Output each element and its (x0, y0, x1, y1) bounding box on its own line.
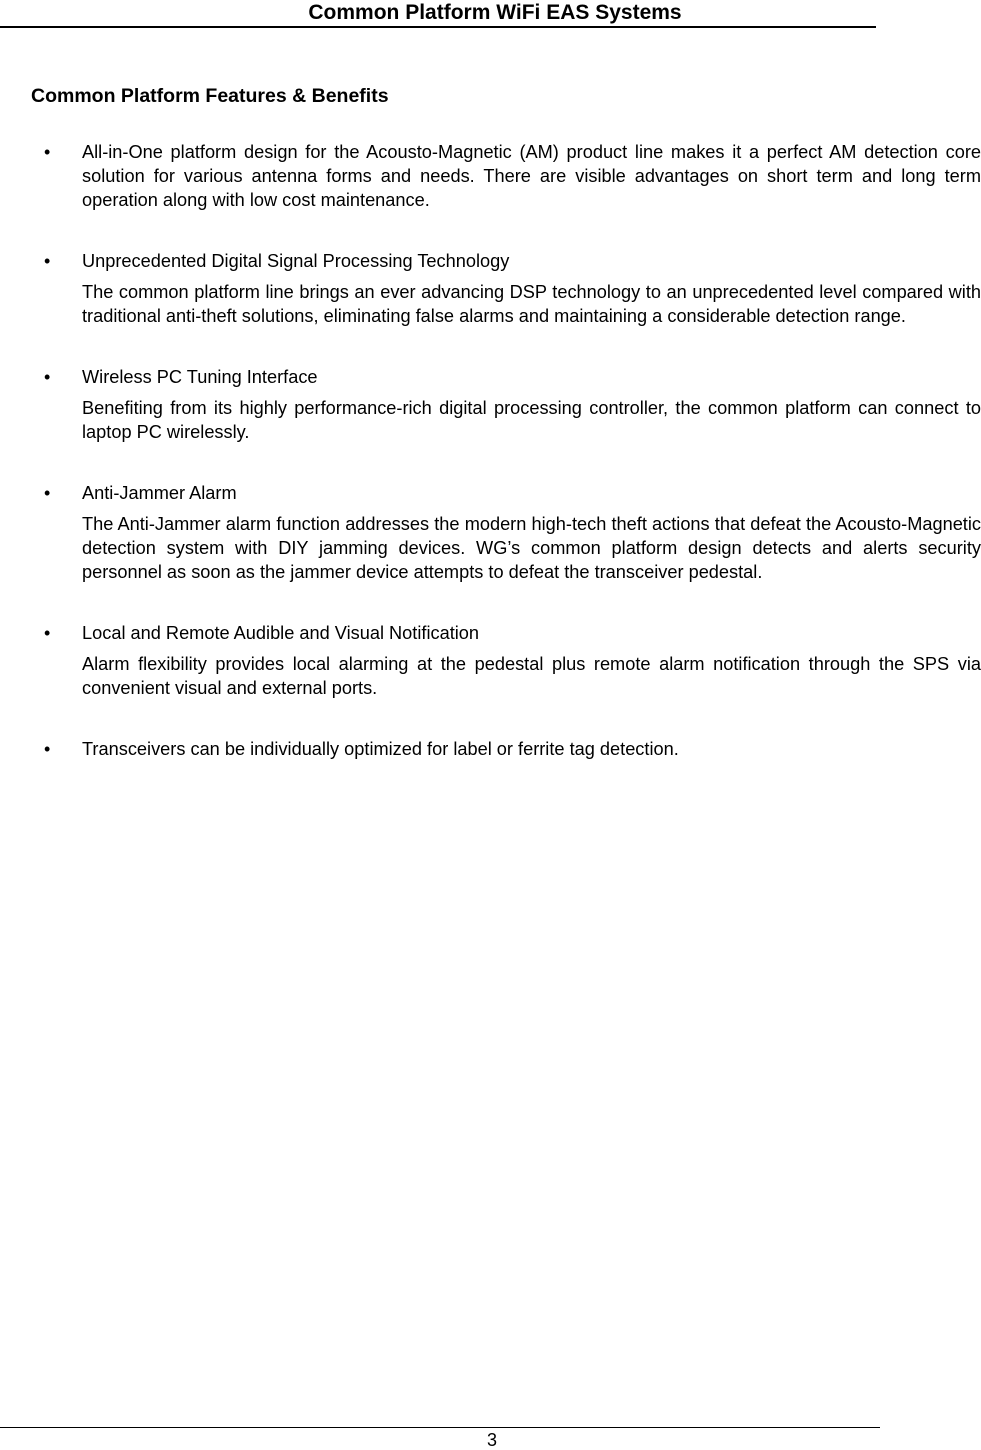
feature-item-all-in-one (0, 140, 981, 212)
feature-body: Alarm flexibility provides local alarming at the pedestal plus remote alarm notification through the SPS via convenient visual and external ports. (82, 654, 981, 698)
bullet-icon: • (44, 483, 51, 503)
feature-body: Benefiting from its highly performance-rich digital processing controller, the common platform can connect to laptop PC wirelessly. (82, 398, 981, 442)
feature-text: All-in-One platform design for the Acousto-Magnetic (AM) product line makes it a perfect AM detection core solution for various antenna forms and needs. There are visible advantages on short term and long term operation along with low cost maintenance. (82, 142, 981, 210)
page-number: 3 (487, 1430, 498, 1450)
header-divider (0, 26, 876, 28)
feature-item-notification (0, 621, 981, 700)
feature-item-transceivers (0, 737, 981, 761)
feature-title: Anti-Jammer Alarm (82, 483, 237, 503)
bullet-icon: • (44, 251, 51, 271)
bullet-icon: • (44, 623, 51, 643)
bullet-icon: • (44, 367, 51, 387)
feature-item-anti-jammer (0, 481, 981, 584)
document-header-title: Common Platform WiFi EAS Systems (308, 1, 682, 24)
feature-item-wireless-tuning (0, 365, 981, 444)
footer-divider (0, 1427, 880, 1428)
bullet-icon: • (44, 142, 51, 162)
feature-body: The common platform line brings an ever advancing DSP technology to an unprecedented level compared with traditional anti-theft solutions, eliminating false alarms and maintaining a considerable detection range. (82, 282, 981, 326)
feature-item-dsp (0, 249, 981, 328)
feature-text: Transceivers can be individually optimized for label or ferrite tag detection. (82, 739, 679, 759)
feature-title: Local and Remote Audible and Visual Notification (82, 623, 480, 643)
feature-title: Wireless PC Tuning Interface (82, 367, 318, 387)
feature-body: The Anti-Jammer alarm function addresses the modern high-tech theft actions that defeat the Acousto-Magnetic detection system with DIY jamming devices. WG’s common platform design detects and alerts security personnel as soon as the jammer device attempts to defeat the transceiver pedestal. (82, 514, 981, 582)
section-heading: Common Platform Features & Benefits (31, 85, 389, 107)
feature-title: Unprecedented Digital Signal Processing Technology (82, 251, 510, 271)
feature-list (0, 140, 981, 787)
bullet-icon: • (44, 739, 51, 759)
